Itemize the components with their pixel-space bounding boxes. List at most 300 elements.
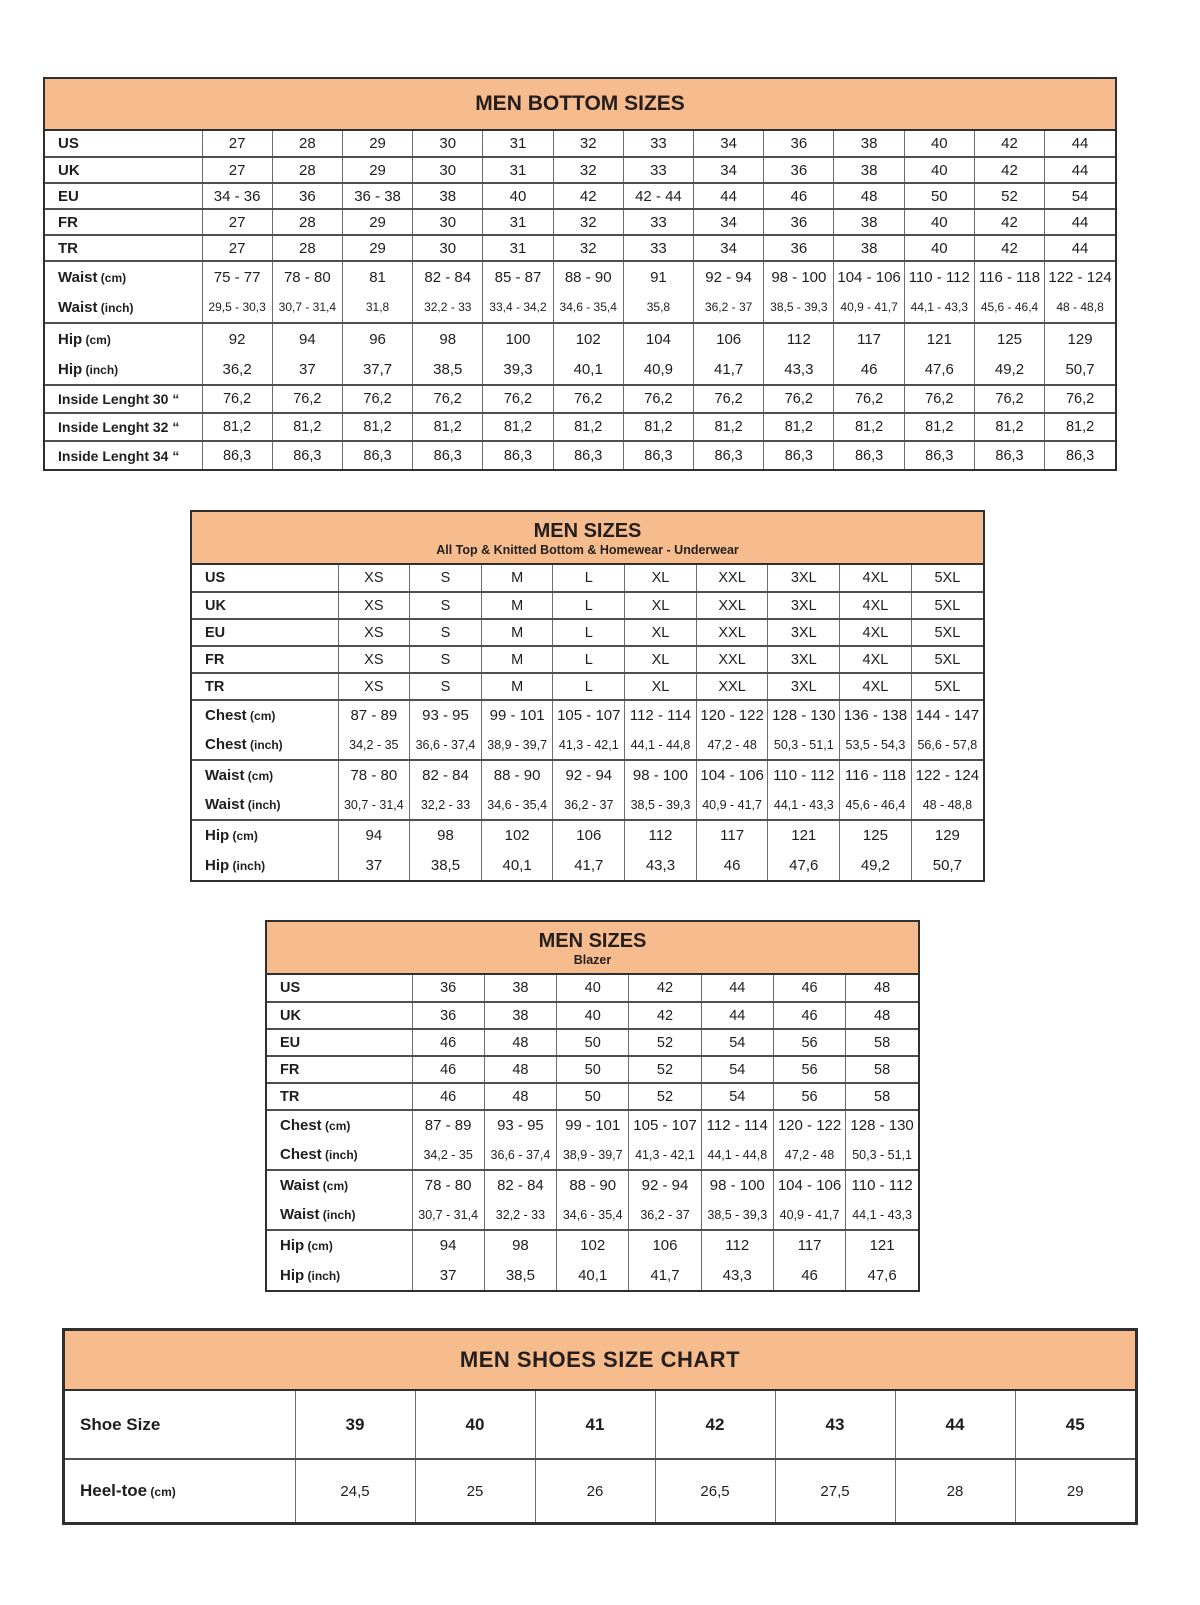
row-unit-label: (inch) — [319, 1208, 356, 1222]
size-cell: 86,3 — [483, 441, 553, 469]
size-cell: 36,2 - 37 — [629, 1200, 701, 1230]
size-cell: 47,6 — [904, 354, 974, 385]
table-row — [192, 730, 983, 760]
size-cell: 99 - 101 — [557, 1110, 629, 1140]
size-cell: M — [481, 646, 553, 673]
size-cell: 122 - 124 — [1045, 261, 1115, 292]
row-label: FR — [267, 1056, 412, 1083]
row-label: FR — [192, 646, 338, 673]
size-cell: XL — [625, 592, 697, 619]
size-cell: 36 — [764, 157, 834, 183]
size-cell: 24,5 — [295, 1459, 415, 1522]
size-cell: 5XL — [911, 619, 983, 646]
size-cell: 92 - 94 — [629, 1170, 701, 1200]
size-cell: 112 — [625, 820, 697, 850]
size-cell: 34 — [694, 209, 764, 235]
size-cell: 40 — [557, 975, 629, 1002]
size-cell: 78 - 80 — [272, 261, 342, 292]
size-cell: 121 — [768, 820, 840, 850]
size-cell: 29 — [342, 235, 412, 261]
size-cell: 93 - 95 — [410, 700, 482, 730]
table-row — [45, 323, 1115, 354]
size-cell: M — [481, 673, 553, 700]
size-cell: 106 — [694, 323, 764, 354]
row-label: Hip (inch) — [280, 1266, 341, 1284]
size-cell: 40 — [904, 157, 974, 183]
size-cell: 38,9 - 39,7 — [557, 1140, 629, 1170]
size-cell: 82 - 84 — [484, 1170, 556, 1200]
row-label: FR — [45, 209, 202, 235]
size-cell: 112 - 114 — [625, 700, 697, 730]
size-cell: 46 — [773, 1260, 845, 1290]
size-cell: 47,6 — [768, 850, 840, 880]
size-cell: 86,3 — [623, 441, 693, 469]
size-cell: 32,2 - 33 — [413, 292, 483, 323]
size-cell: 32 — [553, 235, 623, 261]
size-cell: 92 — [202, 323, 272, 354]
size-cell: 87 - 89 — [412, 1110, 484, 1140]
size-cell: 44 — [1045, 157, 1115, 183]
size-cell: 39 — [295, 1391, 415, 1459]
row-label: TR — [45, 235, 202, 261]
size-cell: 102 — [481, 820, 553, 850]
size-cell: 98 - 100 — [764, 261, 834, 292]
size-cell: 46 — [412, 1056, 484, 1083]
size-cell: 37,7 — [342, 354, 412, 385]
row-label: Hip (cm) — [45, 323, 202, 354]
row-label: Shoe Size — [80, 1414, 161, 1434]
size-cell: 81,2 — [834, 413, 904, 441]
size-cell: M — [481, 619, 553, 646]
size-cell: 104 - 106 — [773, 1170, 845, 1200]
size-cell: 82 - 84 — [410, 760, 482, 790]
size-cell: 38,5 — [410, 850, 482, 880]
size-cell: L — [553, 646, 625, 673]
row-unit-label: (cm) — [147, 1485, 176, 1499]
size-cell: 29,5 - 30,3 — [202, 292, 272, 323]
size-cell: 46 — [834, 354, 904, 385]
size-cell: 4XL — [840, 646, 912, 673]
size-cell: XS — [338, 646, 410, 673]
size-cell: 30,7 - 31,4 — [412, 1200, 484, 1230]
size-cell: 4XL — [840, 619, 912, 646]
row-label: UK — [192, 592, 338, 619]
size-cell: 4XL — [840, 565, 912, 592]
table-row — [267, 1170, 918, 1200]
row-label: Waist (cm) — [45, 261, 202, 292]
size-cell: 50,7 — [1045, 354, 1115, 385]
size-cell: 38 — [834, 157, 904, 183]
row-label: Heel-toe (cm) — [65, 1459, 295, 1522]
size-cell: 41 — [535, 1391, 655, 1459]
size-cell: 88 - 90 — [553, 261, 623, 292]
size-cell: 48 — [834, 183, 904, 209]
size-cell: 43,3 — [625, 850, 697, 880]
row-label: US — [58, 135, 79, 152]
size-cell: 32 — [553, 209, 623, 235]
size-cell: 76,2 — [483, 385, 553, 413]
size-cell: 5XL — [911, 592, 983, 619]
size-cell: 30,7 - 31,4 — [272, 292, 342, 323]
size-cell: 54 — [1045, 183, 1115, 209]
size-cell: 76,2 — [904, 385, 974, 413]
size-cell: 92 - 94 — [553, 760, 625, 790]
table-row — [45, 261, 1115, 292]
size-cell: 50,7 — [911, 850, 983, 880]
size-cell: 27 — [202, 131, 272, 157]
size-cell: XXL — [696, 673, 768, 700]
size-cell: 33,4 - 34,2 — [483, 292, 553, 323]
men-sizes-blazer-table — [265, 920, 920, 1292]
size-cell: 48 — [484, 1029, 556, 1056]
size-cell: 86,3 — [694, 441, 764, 469]
size-cell: 56 — [773, 1056, 845, 1083]
size-cell: 33 — [623, 235, 693, 261]
size-cell: 48 — [484, 1056, 556, 1083]
size-cell: 46 — [773, 1002, 845, 1029]
size-cell: 76,2 — [764, 385, 834, 413]
row-label: Hip (inch) — [58, 360, 119, 378]
size-cell: 44,1 - 43,3 — [768, 790, 840, 820]
size-cell: 31,8 — [342, 292, 412, 323]
size-cell: 45,6 - 46,4 — [840, 790, 912, 820]
size-cell: 76,2 — [1045, 385, 1115, 413]
size-cell: 121 — [846, 1230, 918, 1260]
size-cell: 44 — [694, 183, 764, 209]
size-cell: 32 — [553, 131, 623, 157]
size-grid — [192, 565, 983, 880]
men-sizes-tops-table — [190, 510, 985, 882]
table-header — [45, 79, 1115, 131]
size-cell: 116 - 118 — [840, 760, 912, 790]
size-cell: 42 — [974, 209, 1044, 235]
size-cell: 34,2 - 35 — [412, 1140, 484, 1170]
size-cell: S — [410, 619, 482, 646]
row-unit-label: (inch) — [229, 858, 266, 873]
size-cell: 102 — [557, 1230, 629, 1260]
size-cell: 42 - 44 — [623, 183, 693, 209]
size-cell: 42 — [655, 1391, 775, 1459]
size-cell: 86,3 — [974, 441, 1044, 469]
size-cell: 40 — [904, 131, 974, 157]
size-cell: 86,3 — [553, 441, 623, 469]
size-cell: 110 - 112 — [846, 1170, 918, 1200]
table-row — [192, 850, 983, 880]
size-cell: 34 — [694, 235, 764, 261]
table-row — [45, 235, 1115, 261]
table-subtitle: All Top & Knitted Bottom & Homewear - Underwear — [436, 543, 739, 557]
size-cell: 129 — [911, 820, 983, 850]
size-cell: 42 — [629, 1002, 701, 1029]
size-cell: 93 - 95 — [484, 1110, 556, 1140]
size-cell: 38 — [834, 209, 904, 235]
row-label: Hip (inch) — [205, 856, 266, 874]
table-row — [192, 760, 983, 790]
size-cell: 52 — [629, 1083, 701, 1110]
size-cell: 40,9 — [623, 354, 693, 385]
size-cell: 112 — [764, 323, 834, 354]
size-cell: 4XL — [840, 592, 912, 619]
size-cell: 36 — [412, 975, 484, 1002]
size-cell: 50 — [557, 1056, 629, 1083]
size-cell: 94 — [338, 820, 410, 850]
table-title: MEN SIZES — [538, 930, 647, 952]
size-cell: 52 — [629, 1056, 701, 1083]
size-cell: 40 — [415, 1391, 535, 1459]
size-cell: 44 — [701, 1002, 773, 1029]
row-unit-label: (cm) — [319, 1179, 349, 1193]
row-unit-label: (inch) — [246, 738, 283, 752]
size-cell: 40,9 - 41,7 — [696, 790, 768, 820]
size-cell: 44 — [1045, 209, 1115, 235]
row-unit-label: (inch) — [97, 300, 134, 315]
size-cell: XS — [338, 619, 410, 646]
size-cell: 48 - 48,8 — [1045, 292, 1115, 323]
table-row — [65, 1391, 1135, 1459]
size-cell: 50 — [904, 183, 974, 209]
size-cell: 40,1 — [557, 1260, 629, 1290]
row-label: Waist (inch) — [205, 796, 281, 813]
row-unit-label: (cm) — [229, 829, 258, 843]
size-cell: 26,5 — [655, 1459, 775, 1522]
size-cell: 87 - 89 — [338, 700, 410, 730]
table-row — [267, 1002, 918, 1029]
row-label: Chest (cm) — [192, 700, 338, 730]
size-cell: L — [553, 619, 625, 646]
men-shoes-size-chart-table — [62, 1328, 1138, 1525]
size-cell: M — [481, 565, 553, 592]
size-cell: 144 - 147 — [911, 700, 983, 730]
size-cell: 81,2 — [974, 413, 1044, 441]
size-cell: 106 — [629, 1230, 701, 1260]
size-cell: 40,1 — [481, 850, 553, 880]
size-cell: 117 — [834, 323, 904, 354]
table-row — [192, 565, 983, 592]
size-cell: 32 — [553, 157, 623, 183]
row-label: Hip (cm) — [267, 1230, 412, 1260]
size-cell: 129 — [1045, 323, 1115, 354]
table-row — [65, 1459, 1135, 1522]
size-cell: 46 — [696, 850, 768, 880]
row-label: Waist (cm) — [267, 1170, 412, 1200]
size-cell: 76,2 — [974, 385, 1044, 413]
size-cell: 106 — [553, 820, 625, 850]
size-cell: 81,2 — [413, 413, 483, 441]
size-cell: 44,1 - 44,8 — [701, 1140, 773, 1170]
size-cell: L — [553, 592, 625, 619]
size-cell: 81 — [342, 261, 412, 292]
size-cell: 28 — [272, 157, 342, 183]
size-cell: 27 — [202, 209, 272, 235]
row-unit-label: (cm) — [244, 769, 274, 783]
size-cell: 58 — [846, 1029, 918, 1056]
size-cell: 52 — [629, 1029, 701, 1056]
size-cell: 56 — [773, 1083, 845, 1110]
size-cell: 29 — [342, 209, 412, 235]
size-cell: 34,2 - 35 — [338, 730, 410, 760]
size-cell: 78 - 80 — [412, 1170, 484, 1200]
size-cell: L — [553, 673, 625, 700]
size-cell: 41,7 — [553, 850, 625, 880]
size-cell: 104 — [623, 323, 693, 354]
size-cell: 42 — [974, 235, 1044, 261]
row-label: Waist (cm) — [192, 760, 338, 790]
row-label: EU — [45, 183, 202, 209]
size-cell: 30 — [413, 157, 483, 183]
row-unit-label: (cm) — [82, 332, 111, 347]
size-cell: XL — [625, 565, 697, 592]
size-cell: 46 — [412, 1029, 484, 1056]
size-cell: 42 — [553, 183, 623, 209]
size-cell: 120 - 122 — [773, 1110, 845, 1140]
table-row — [267, 1140, 918, 1170]
size-cell: 34 — [694, 131, 764, 157]
size-cell: 33 — [623, 131, 693, 157]
size-cell: 42 — [629, 975, 701, 1002]
size-cell: 86,3 — [342, 441, 412, 469]
size-cell: 47,6 — [846, 1260, 918, 1290]
size-cell: 50,3 - 51,1 — [846, 1140, 918, 1170]
size-cell: 48 - 48,8 — [911, 790, 983, 820]
size-cell: 110 - 112 — [904, 261, 974, 292]
size-cell: 36 — [764, 235, 834, 261]
size-cell: 29 — [1015, 1459, 1135, 1522]
size-cell: 86,3 — [904, 441, 974, 469]
size-cell: 120 - 122 — [696, 700, 768, 730]
size-cell: 86,3 — [413, 441, 483, 469]
size-cell: 40 — [483, 183, 553, 209]
size-cell: S — [410, 592, 482, 619]
size-cell: 30 — [413, 131, 483, 157]
size-cell: 81,2 — [1045, 413, 1115, 441]
row-unit-label: (inch) — [321, 1148, 358, 1162]
size-cell: 37 — [412, 1260, 484, 1290]
size-cell: 76,2 — [694, 385, 764, 413]
row-label: TR — [192, 673, 338, 700]
size-cell: 136 - 138 — [840, 700, 912, 730]
size-cell: 81,2 — [904, 413, 974, 441]
size-cell: 44 — [895, 1391, 1015, 1459]
table-row — [45, 354, 1115, 385]
size-cell: 98 - 100 — [625, 760, 697, 790]
row-label: Inside Lenght 30 “ — [45, 385, 202, 413]
size-cell: 33 — [623, 157, 693, 183]
size-cell: XXL — [696, 646, 768, 673]
size-cell: 31 — [483, 131, 553, 157]
row-label: Chest (inch) — [205, 736, 283, 753]
table-row — [267, 1110, 918, 1140]
table-row — [45, 183, 1115, 209]
size-cell: 38 — [834, 235, 904, 261]
size-cell: 81,2 — [272, 413, 342, 441]
size-cell: 94 — [412, 1230, 484, 1260]
table-title: MEN BOTTOM SIZES — [475, 92, 685, 115]
row-unit-label: (inch) — [244, 798, 281, 812]
size-cell: 94 — [272, 323, 342, 354]
size-cell: 104 - 106 — [696, 760, 768, 790]
row-label: Inside Lenght 34 “ — [45, 441, 202, 469]
size-cell: 44 — [1045, 235, 1115, 261]
size-cell: 88 - 90 — [481, 760, 553, 790]
size-cell: 38,5 - 39,3 — [764, 292, 834, 323]
size-cell: 3XL — [768, 619, 840, 646]
size-cell: 35,8 — [623, 292, 693, 323]
size-cell: 30,7 - 31,4 — [338, 790, 410, 820]
row-unit-label: (cm) — [321, 1119, 351, 1133]
size-cell: M — [481, 592, 553, 619]
size-cell: 3XL — [768, 565, 840, 592]
size-cell: 41,7 — [629, 1260, 701, 1290]
table-row — [267, 1083, 918, 1110]
size-cell: XS — [338, 565, 410, 592]
size-cell: 34,6 - 35,4 — [553, 292, 623, 323]
size-cell: 36,6 - 37,4 — [484, 1140, 556, 1170]
size-cell: 48 — [484, 1083, 556, 1110]
size-cell: 5XL — [911, 646, 983, 673]
size-cell: 36,2 - 37 — [553, 790, 625, 820]
row-unit-label: (inch) — [82, 362, 119, 377]
table-header — [267, 922, 918, 975]
size-cell: 81,2 — [483, 413, 553, 441]
size-cell: 40 — [904, 209, 974, 235]
size-cell: 100 — [483, 323, 553, 354]
size-cell: 54 — [701, 1056, 773, 1083]
size-cell: 85 - 87 — [483, 261, 553, 292]
size-cell: 45,6 - 46,4 — [974, 292, 1044, 323]
size-cell: 54 — [701, 1083, 773, 1110]
size-cell: 49,2 — [974, 354, 1044, 385]
size-cell: 36,2 — [202, 354, 272, 385]
size-cell: 38 — [413, 183, 483, 209]
size-cell: 37 — [338, 850, 410, 880]
size-cell: 41,3 - 42,1 — [629, 1140, 701, 1170]
size-cell: 49,2 — [840, 850, 912, 880]
size-cell: 34,6 - 35,4 — [481, 790, 553, 820]
table-row — [192, 790, 983, 820]
size-cell: 36 — [764, 209, 834, 235]
size-cell: XXL — [696, 592, 768, 619]
size-cell: 38,9 - 39,7 — [481, 730, 553, 760]
size-cell: 112 - 114 — [701, 1110, 773, 1140]
size-cell: 36 - 38 — [342, 183, 412, 209]
row-label: Chest (cm) — [267, 1110, 412, 1140]
size-cell: 76,2 — [553, 385, 623, 413]
row-label: TR — [267, 1083, 412, 1110]
size-cell: 38,5 — [413, 354, 483, 385]
size-cell: 41,3 - 42,1 — [553, 730, 625, 760]
size-cell: 76,2 — [342, 385, 412, 413]
size-cell: 102 — [553, 323, 623, 354]
size-cell: 76,2 — [623, 385, 693, 413]
size-cell: 32,2 - 33 — [410, 790, 482, 820]
size-cell: 30 — [413, 209, 483, 235]
table-row — [192, 673, 983, 700]
row-label: Hip (cm) — [192, 820, 338, 850]
table-row — [267, 1230, 918, 1260]
size-cell: XXL — [696, 565, 768, 592]
size-cell: 26 — [535, 1459, 655, 1522]
table-subtitle: Blazer — [573, 953, 612, 967]
size-cell: 53,5 - 54,3 — [840, 730, 912, 760]
size-cell: 44,1 - 43,3 — [904, 292, 974, 323]
size-cell: 91 — [623, 261, 693, 292]
size-cell: 82 - 84 — [413, 261, 483, 292]
size-cell: 43 — [775, 1391, 895, 1459]
size-cell: 5XL — [911, 565, 983, 592]
size-cell: 76,2 — [202, 385, 272, 413]
size-cell: 117 — [773, 1230, 845, 1260]
size-cell: 34 — [694, 157, 764, 183]
